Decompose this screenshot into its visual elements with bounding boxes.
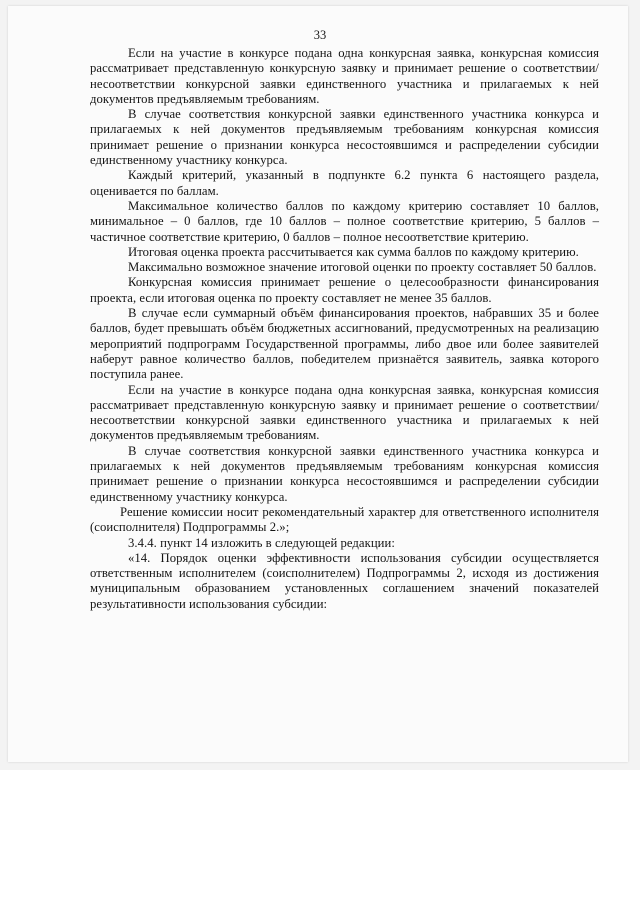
paragraph: В случае соответствия конкурсной заявки единственного участника конкурса и прилагаемых к ней документов предъявляемым требованиям конкурсная комиссия принимает решение о признании конкурса несостоявшимся и распределении субсидии единственному участнику конкурса. — [90, 443, 599, 504]
paragraph: Итоговая оценка проекта рассчитывается как сумма баллов по каждому критерию. — [128, 244, 579, 259]
paragraph: «14. Порядок оценки эффективности использования субсидии осуществляется ответственным исполнителем (соисполнителем) Подпрограммы 2, исходя из достижения муниципальным образованием установленных соглашением значений показателей результативности использования субсидии: — [90, 550, 599, 611]
paragraph: Решение комиссии носит рекомендательный характер для ответственного исполнителя (соисполнителя) Подпрограммы 2.»; — [90, 504, 599, 535]
paragraph: Максимальное количество баллов по каждому критерию составляет 10 баллов, минимальное – 0 баллов, где 10 баллов – полное соответствие критерию, 5 баллов – частичное соответствие критерию, 0 баллов – полное несоответствие критерию. — [90, 198, 599, 244]
paragraph: 3.4.4. пункт 14 изложить в следующей редакции: — [128, 535, 395, 550]
paragraph: Если на участие в конкурсе подана одна конкурсная заявка, конкурсная комиссия рассматривает представленную конкурсную заявку и принимает решение о соответствии/несоответствии конкурсной заявки единственного участника и прилагаемых к ней документов предъявляемым требованиям. — [90, 382, 599, 443]
paragraph: Если на участие в конкурсе подана одна конкурсная заявка, конкурсная комиссия рассматривает представленную конкурсную заявку и принимает решение о соответствии/несоответствии конкурсной заявки единственного участника и прилагаемых к ней документов предъявляемым требованиям. — [90, 46, 599, 106]
paragraph: Максимально возможное значение итоговой оценки по проекту составляет 50 баллов. — [128, 260, 597, 275]
paragraph: Конкурсная комиссия принимает решение о целесообразности финансирования проекта, если итоговая оценка по проекту составляет не менее 35 баллов. — [90, 275, 599, 305]
paragraph: В случае соответствия конкурсной заявки единственного участника конкурса и прилагаемых к ней документов предъявляемым требованиям конкурсная комиссия принимает решение о признании конкурса несостоявшимся и распределении субсидии единственному участнику конкурса. — [90, 107, 599, 168]
paragraph: Каждый критерий, указанный в подпункте 6.2 пункта 6 настоящего раздела, оценивается по баллам. — [90, 168, 599, 198]
document-body — [90, 46, 599, 612]
paragraph: В случае если суммарный объём финансирования проектов, набравших 35 и более баллов, будет превышать объём бюджетных ассигнований, предусмотренных на реализацию мероприятий подпрограмм Государственной программы, либо двое или более заявителей наберут равное количество баллов, победителем признаётся заявитель, заявка которого поступила ранее. — [90, 306, 599, 382]
page-number: 33 — [313, 28, 327, 42]
